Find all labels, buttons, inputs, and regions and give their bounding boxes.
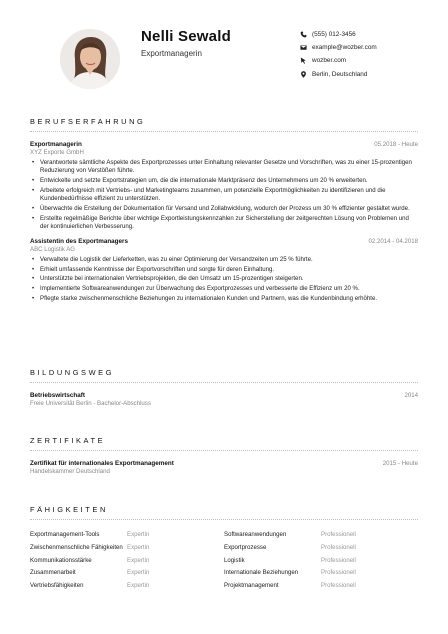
education-section — [30, 368, 418, 407]
certificate-entry — [30, 460, 418, 475]
contact-phone-text: (555) 012-3456 — [312, 31, 356, 39]
skill-name: Kommunikationsstärke — [30, 556, 92, 564]
contact-list — [298, 28, 377, 81]
skill-name: Logistik — [224, 556, 245, 564]
job-date: 05.2018 - Heute — [374, 141, 418, 148]
job-company: XYZ Exporte GmbH — [30, 149, 84, 156]
skill-name: Zusammenarbeit — [30, 569, 76, 577]
bullet-item: • Pflegte starke zwischenmenschliche Beziehungen zu internationalen Kunden und Partnern, was die Kundenbindung erhöhte. — [40, 295, 418, 303]
section-divider — [30, 519, 418, 520]
skill-name: Internationale Beziehungen — [224, 569, 299, 577]
section-title: FÄHIGKEITEN — [30, 505, 108, 514]
section-divider — [30, 382, 418, 383]
contact-website — [298, 54, 377, 67]
skill-row — [30, 531, 224, 539]
section-title: BERUFSERFAHRUNG — [30, 117, 146, 126]
contact-email-text: example@wozber.com — [312, 44, 377, 52]
skill-name: Vertriebsfähigkeiten — [30, 582, 84, 590]
skill-level: Professionell — [321, 582, 356, 590]
contact-location-text: Berlin, Deutschland — [312, 70, 368, 78]
skill-level: Professionell — [321, 569, 356, 577]
contact-location — [298, 68, 377, 81]
bullet-item: • Überwachte die Erstellung der Dokumentation für Versand und Zollabwicklung, wodurch der Prozess um 30 % effizienter gestaltet wurde. — [40, 205, 418, 213]
job-bullets — [30, 256, 418, 304]
resume-header — [30, 0, 418, 98]
job-title: Assistentin des Exportmanagers — [30, 237, 128, 245]
job-date: 02.2014 - 04.2018 — [368, 237, 418, 245]
skill-level: Professionell — [321, 556, 356, 564]
experience-section — [30, 117, 418, 305]
skill-level: Expertin — [127, 531, 150, 538]
skill-row — [30, 569, 224, 577]
degree-institution: Freie Universität Berlin - Bachelor-Abschluss — [30, 400, 151, 407]
certificates-section — [30, 436, 418, 475]
bullet-item: • Erhielt umfassende Kenntnisse der Exportvorschriften und sorgte für deren Einhaltung. — [40, 266, 418, 274]
contact-phone — [298, 28, 377, 41]
bullet-item: • Verantwortete sämtliche Aspekte des Exportprozesses unter Einhaltung relevanter Gesetze und Vorschriften, was zu einer 15-prozentigen Reduzierung von Verstößen führte. — [40, 159, 418, 176]
skill-row — [30, 544, 224, 552]
section-title: ZERTIFIKATE — [30, 436, 106, 445]
section-title: BILDUNGSWEG — [30, 368, 115, 377]
contact-website-text: wozber.com — [312, 57, 347, 65]
certificate-date: 2015 - Heute — [382, 460, 418, 467]
cursor-icon — [298, 56, 308, 65]
skill-level: Expertin — [127, 543, 150, 551]
skill-level: Expertin — [127, 582, 150, 590]
skill-level: Expertin — [127, 556, 150, 564]
job-bullets — [30, 159, 418, 232]
candidate-name: Nelli Sewald — [141, 28, 231, 45]
skill-name: Exportmanagement-Tools — [30, 531, 100, 538]
certificate-issuer: Handelskammer Deutschland — [30, 468, 110, 475]
degree-title: Betriebswirtschaft — [30, 392, 85, 399]
bullet-item: • Unterstützte bei internationalen Vertriebsprojekten, die den Umsatz um 15-prozentigen steigerten. — [40, 275, 418, 283]
skill-row — [30, 582, 224, 590]
skill-name: Softwareanwendungen — [224, 531, 287, 538]
avatar-portrait — [60, 29, 120, 89]
section-divider — [30, 131, 418, 132]
skills-column-left — [30, 531, 224, 595]
bullet-item: • Arbeitete erfolgreich mit Vertriebs- und Marketingteams zusammen, um potenzielle Exportmöglichkeiten zu identifizieren und die Kundenbedürfnisse effizient zu unterstützen. — [40, 187, 418, 204]
skills-section — [30, 505, 418, 595]
bullet-item: • Implementierte Softwareanwendungen zur Überwachung des Exportprozesses und verbesserte die Effizienz um 20 %. — [40, 285, 418, 293]
location-pin-icon — [298, 70, 308, 79]
skill-name: Zwischenmenschliche Fähigkeiten — [30, 543, 123, 551]
skill-row — [224, 569, 418, 577]
degree-date: 2014 — [404, 392, 418, 399]
job-company: ABC Logistik AG — [30, 245, 76, 253]
skill-row — [224, 544, 418, 552]
job-entry — [30, 238, 418, 304]
skill-name: Projektmanagement — [224, 582, 279, 590]
skill-level: Expertin — [127, 569, 150, 577]
certificate-title: Zertifikat für internationales Exportmanagement — [30, 460, 174, 467]
email-icon — [298, 43, 308, 52]
section-divider — [30, 450, 418, 451]
bullet-item: • Entwickelte und setzte Exportstrategien um, die die internationale Marktpräsenz des Unternehmens um 20 % erweiterten. — [40, 177, 418, 185]
job-entry — [30, 141, 418, 232]
skill-row — [30, 557, 224, 565]
skill-level: Professionell — [321, 531, 356, 538]
bullet-item: • Verwaltete die Logistik der Lieferketten, was zu einer Optimierung der Versandzeiten um 25 % führte. — [40, 256, 418, 264]
avatar — [60, 29, 120, 89]
skills-grid — [30, 531, 418, 595]
contact-email — [298, 41, 377, 54]
skills-column-right — [224, 531, 418, 595]
bullet-item: • Erstellte regelmäßige Berichte über wichtige Exportleistungskennzahlen zur Sicherstellung der zeitgerechten Lösung von Problemen und der kontinuierlichen Verbesserung. — [40, 215, 418, 232]
skill-level: Professionell — [321, 543, 356, 551]
skill-row — [224, 557, 418, 565]
candidate-title: Exportmanagerin — [141, 49, 202, 58]
education-entry — [30, 392, 418, 407]
skill-row — [224, 582, 418, 590]
job-title: Exportmanagerin — [30, 141, 82, 148]
skill-name: Exportprozesse — [224, 543, 267, 551]
phone-icon — [298, 30, 308, 39]
skill-row — [224, 531, 418, 539]
